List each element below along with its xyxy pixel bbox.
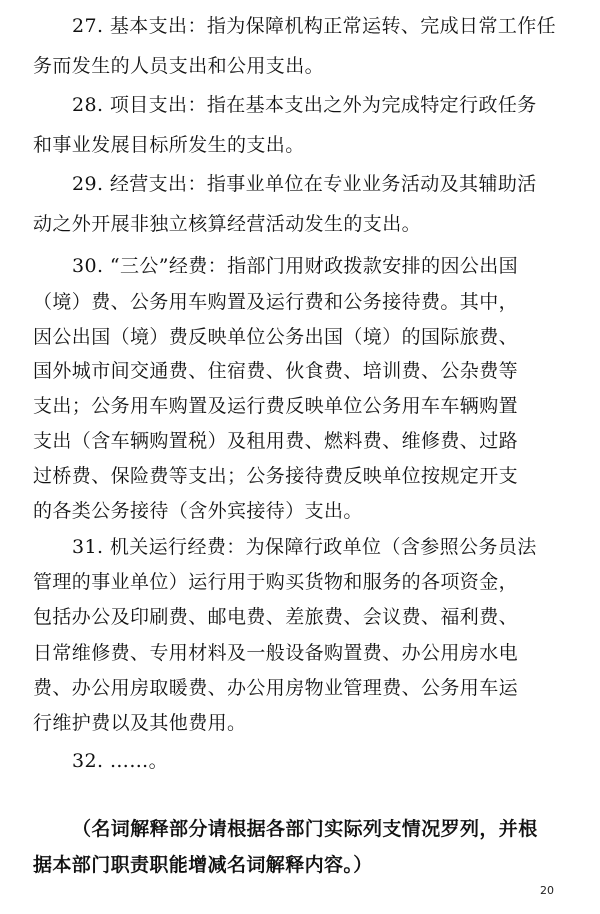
item-30-line-8: 的各类公务接待（含外宾接待）支出。 [33,500,363,522]
item-31-line-5: 费、办公用房取暖费、办公用房物业管理费、公务用车运 [33,677,519,699]
item-30-line-1: 30. “三公”经费：指部门用财政拨款安排的因公出国 [72,255,519,277]
item-30-line-6: 支出（含车辆购置税）及租用费、燃料费、维修费、过路 [33,430,519,452]
item-30-line-5: 支出；公务用车购置及运行费反映单位公务用车车辆购置 [33,395,519,417]
item-28-line-1: 28. 项目支出：指在基本支出之外为完成特定行政任务 [72,94,537,116]
item-31-line-2: 管理的事业单位）运行用于购买货物和服务的各项资金， [33,571,519,593]
item-31-line-3: 包括办公及印刷费、邮电费、差旅费、会议费、福利费、 [33,606,519,628]
item-27-line-2: 务而发生的人员支出和公用支出。 [33,55,325,77]
item-28-line-2: 和事业发展目标所发生的支出。 [33,134,305,156]
item-31-line-6: 行维护费以及其他费用。 [33,712,247,734]
item-30-line-3: 因公出国（境）费反映单位公务出国（境）的国际旅费、 [33,326,519,348]
item-29-line-1: 29. 经营支出：指事业单位在专业业务活动及其辅助活 [72,173,537,195]
note-line-1: （名词解释部分请根据各部门实际列支情况罗列，并根 [72,818,538,840]
page-number: 20 [540,884,554,897]
item-32-line-1: 32. ……。 [72,750,169,772]
item-30-line-4: 国外城市间交通费、住宿费、伙食费、培训费、公杂费等 [33,360,519,382]
item-30-line-7: 过桥费、保险费等支出；公务接待费反映单位按规定开支 [33,465,519,487]
item-27-line-1: 27. 基本支出：指为保障机构正常运转、完成日常工作任 [72,15,557,37]
item-31-line-4: 日常维修费、专用材料及一般设备购置费、办公用房水电 [33,642,519,664]
note-line-2: 据本部门职责职能增减名词解释内容。） [33,854,373,876]
item-31-line-1: 31. 机关运行经费：为保障行政单位（含参照公务员法 [72,536,537,558]
item-30-line-2: （境）费、公务用车购置及运行费和公务接待费。其中， [33,291,519,313]
item-29-line-2: 动之外开展非独立核算经营活动发生的支出。 [33,213,422,235]
